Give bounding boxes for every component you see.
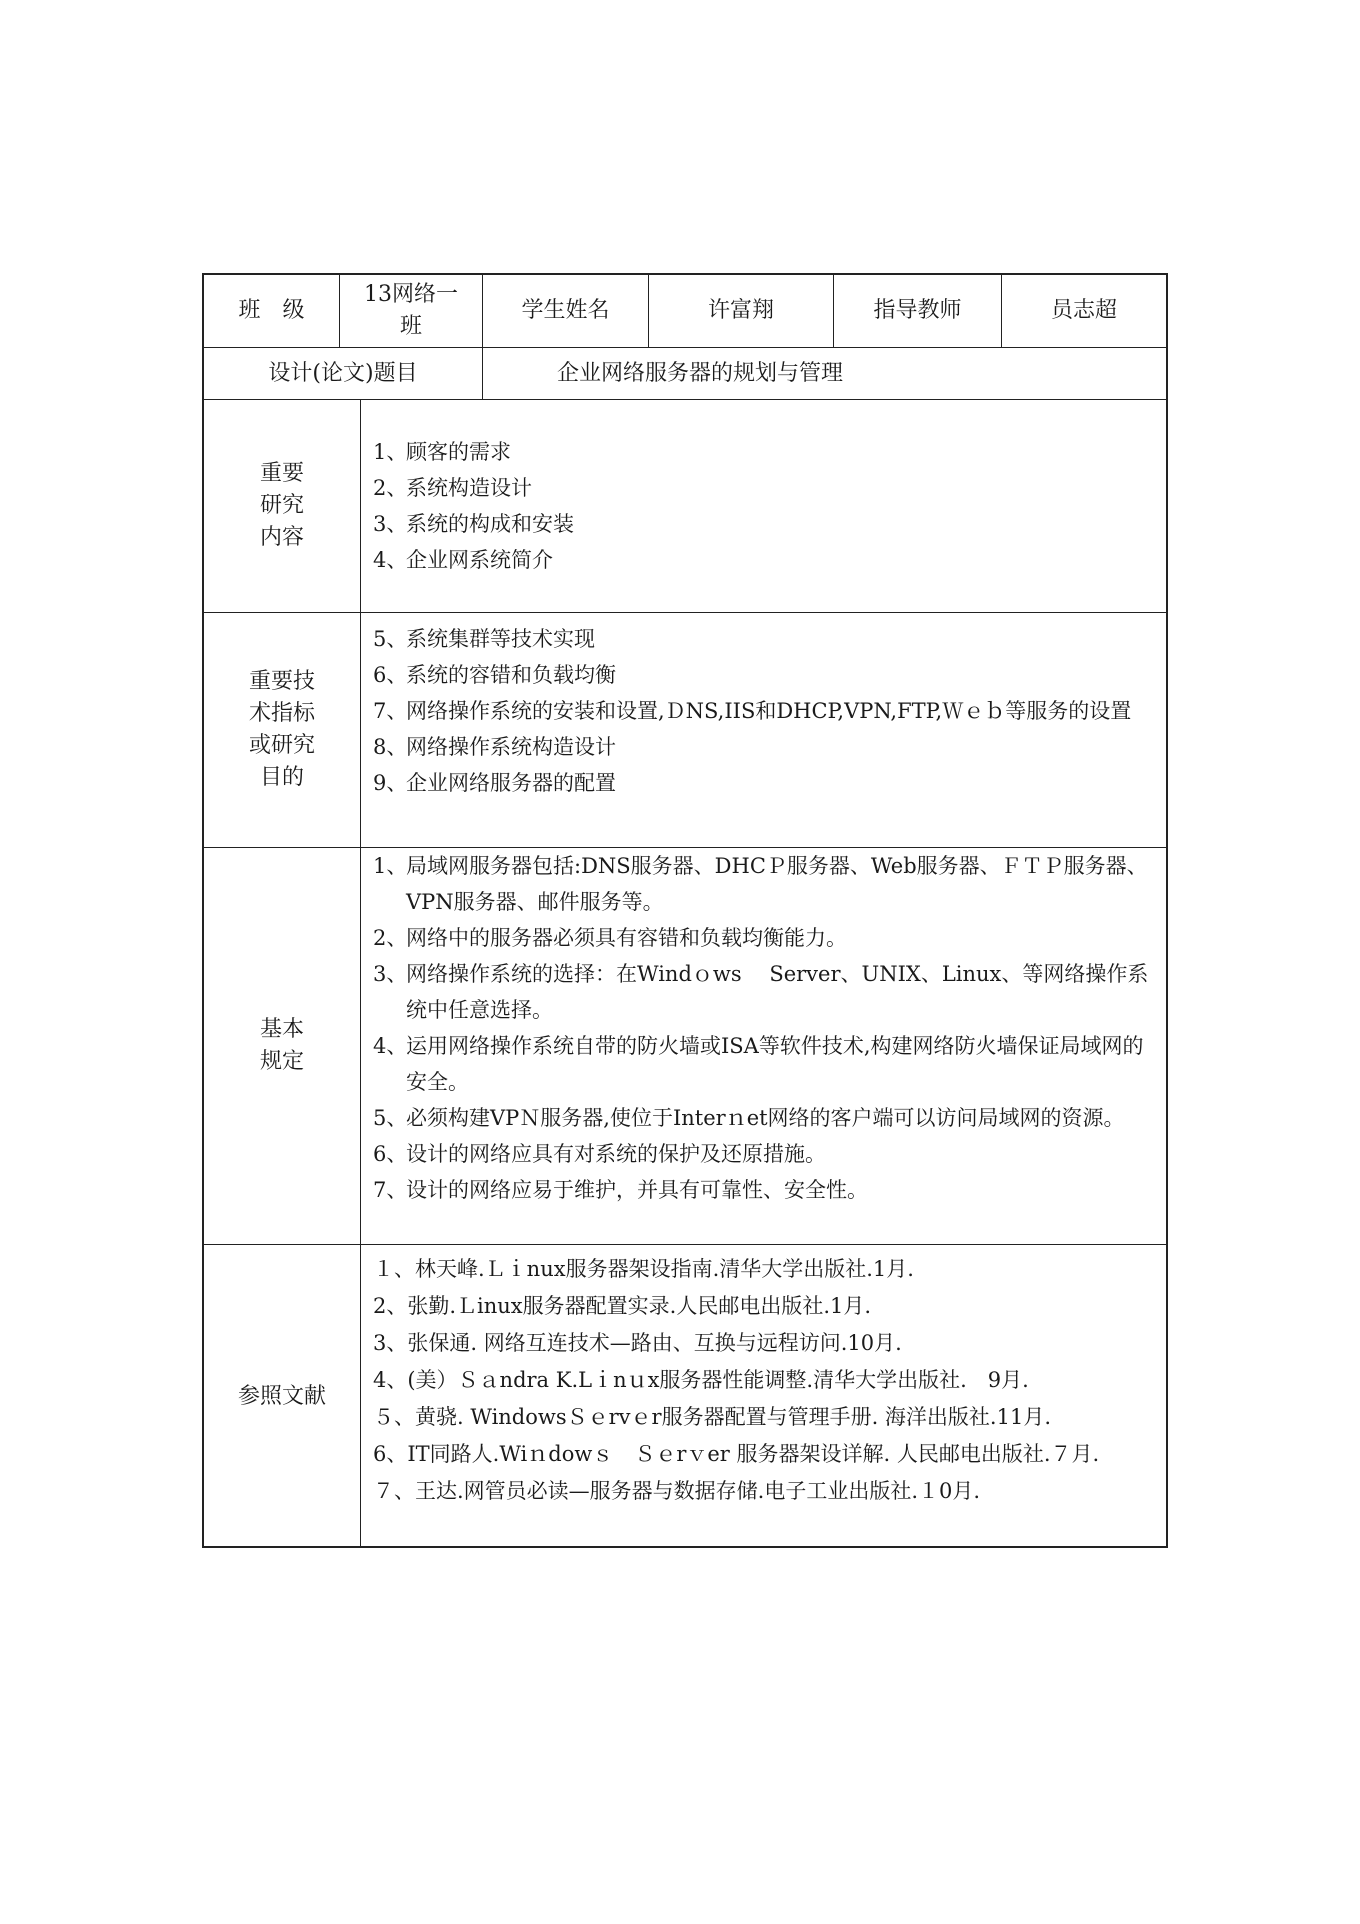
- topic-value: 企业网络服务器的规划与管理: [557, 360, 844, 386]
- assignment-form-table: [202, 273, 1168, 1548]
- reference-item: １、林天峰.Ｌｉnux服务器架设指南.清华大学出版社.1月.: [373, 1257, 914, 1281]
- list-item: 2、 系统构造设计: [373, 476, 532, 500]
- list-item: 9、 企业网络服务器的配置: [373, 771, 616, 795]
- references-list: [361, 1245, 1166, 1548]
- student-name-label: 学生姓名: [483, 275, 649, 347]
- rules-label: 基本 规定: [204, 848, 361, 1244]
- reference-item: ７、王达.网管员必读—服务器与数据存储.电子工业出版社.１0月.: [373, 1479, 981, 1503]
- rules-list: [361, 848, 1166, 1244]
- teacher-value: 员志超: [1050, 298, 1117, 323]
- goals-row: [204, 613, 1166, 848]
- class-label: 班 级: [204, 275, 340, 347]
- reference-item: 6、IT同路人.Wiｎdowｓ Ｓｅrｖer 服务器架设详解. 人民邮电出版社.７月.: [373, 1442, 1100, 1466]
- list-item: 6、 系统的容错和负载均衡: [373, 663, 616, 687]
- goals-label: 重要技 术指标 或研究 目的: [204, 613, 361, 847]
- content-list: [361, 400, 1166, 612]
- list-item: 4、 企业网系统简介: [373, 548, 553, 572]
- list-item: 6、 设计的网络应具有对系统的保护及还原措施。: [373, 1142, 826, 1166]
- class-value: 13网络一班: [340, 275, 483, 347]
- topic-label: 设计(论文)题目: [204, 348, 483, 399]
- list-item: 7、 网络操作系统的安装和设置,ＤNS,IIS和DHCP,VPN,FTP,Ｗｅｂ等服务的设置: [373, 699, 1132, 723]
- reference-item: 4、(美）Ｓａndra K.Lｉnｕx服务器性能调整.清华大学出版社. 9月.: [373, 1368, 1029, 1392]
- teacher-label: 指导教师: [834, 275, 1002, 347]
- references-row: [204, 1245, 1166, 1548]
- list-item: 3、 网络操作系统的选择：在Windｏws Server、UNIX、Linux、等网络操作系统中任意选择。: [373, 962, 1149, 1022]
- content-row: [204, 400, 1166, 613]
- references-label: 参照文献: [204, 1245, 361, 1548]
- list-item: 4、 运用网络操作系统自带的防火墙或ISA等软件技术,构建网络防火墙保证局域网的安全。: [373, 1034, 1144, 1094]
- student-name-value: 许富翔: [649, 275, 834, 347]
- list-item: 5、 系统集群等技术实现: [373, 627, 595, 651]
- topic-row: [204, 348, 1166, 400]
- goals-list: [361, 613, 1166, 847]
- header-row: [204, 275, 1166, 348]
- list-item: 1、 顾客的需求: [373, 440, 511, 464]
- rules-row: [204, 848, 1166, 1245]
- content-label: 重要 研究 内容: [204, 400, 361, 612]
- list-item: 8、 网络操作系统构造设计: [373, 735, 616, 759]
- list-item: 1、 局域网服务器包括:DNS服务器、DHCＰ服务器、Web服务器、ＦＴＰ服务器、VPN服务器、邮件服务等。: [373, 854, 1148, 914]
- list-item: 5、 必须构建VPＮ服务器,使位于Interｎet网络的客户端可以访问局域网的资源。: [373, 1106, 1125, 1130]
- reference-item: 3、张保通. 网络互连技术—路由、互换与远程访问.10月.: [373, 1331, 902, 1355]
- reference-item: ５、黄骁. WindowsＳｅrvｅr服务器配置与管理手册. 海洋出版社.11月.: [373, 1405, 1052, 1429]
- list-item: 2、 网络中的服务器必须具有容错和负载均衡能力。: [373, 926, 847, 950]
- list-item: 3、 系统的构成和安装: [373, 512, 574, 536]
- reference-item: 2、张勤.Ｌinux服务器配置实录.人民邮电出版社.1月.: [373, 1294, 872, 1318]
- list-item: 7、 设计的网络应易于维护，并具有可靠性、安全性。: [373, 1178, 868, 1202]
